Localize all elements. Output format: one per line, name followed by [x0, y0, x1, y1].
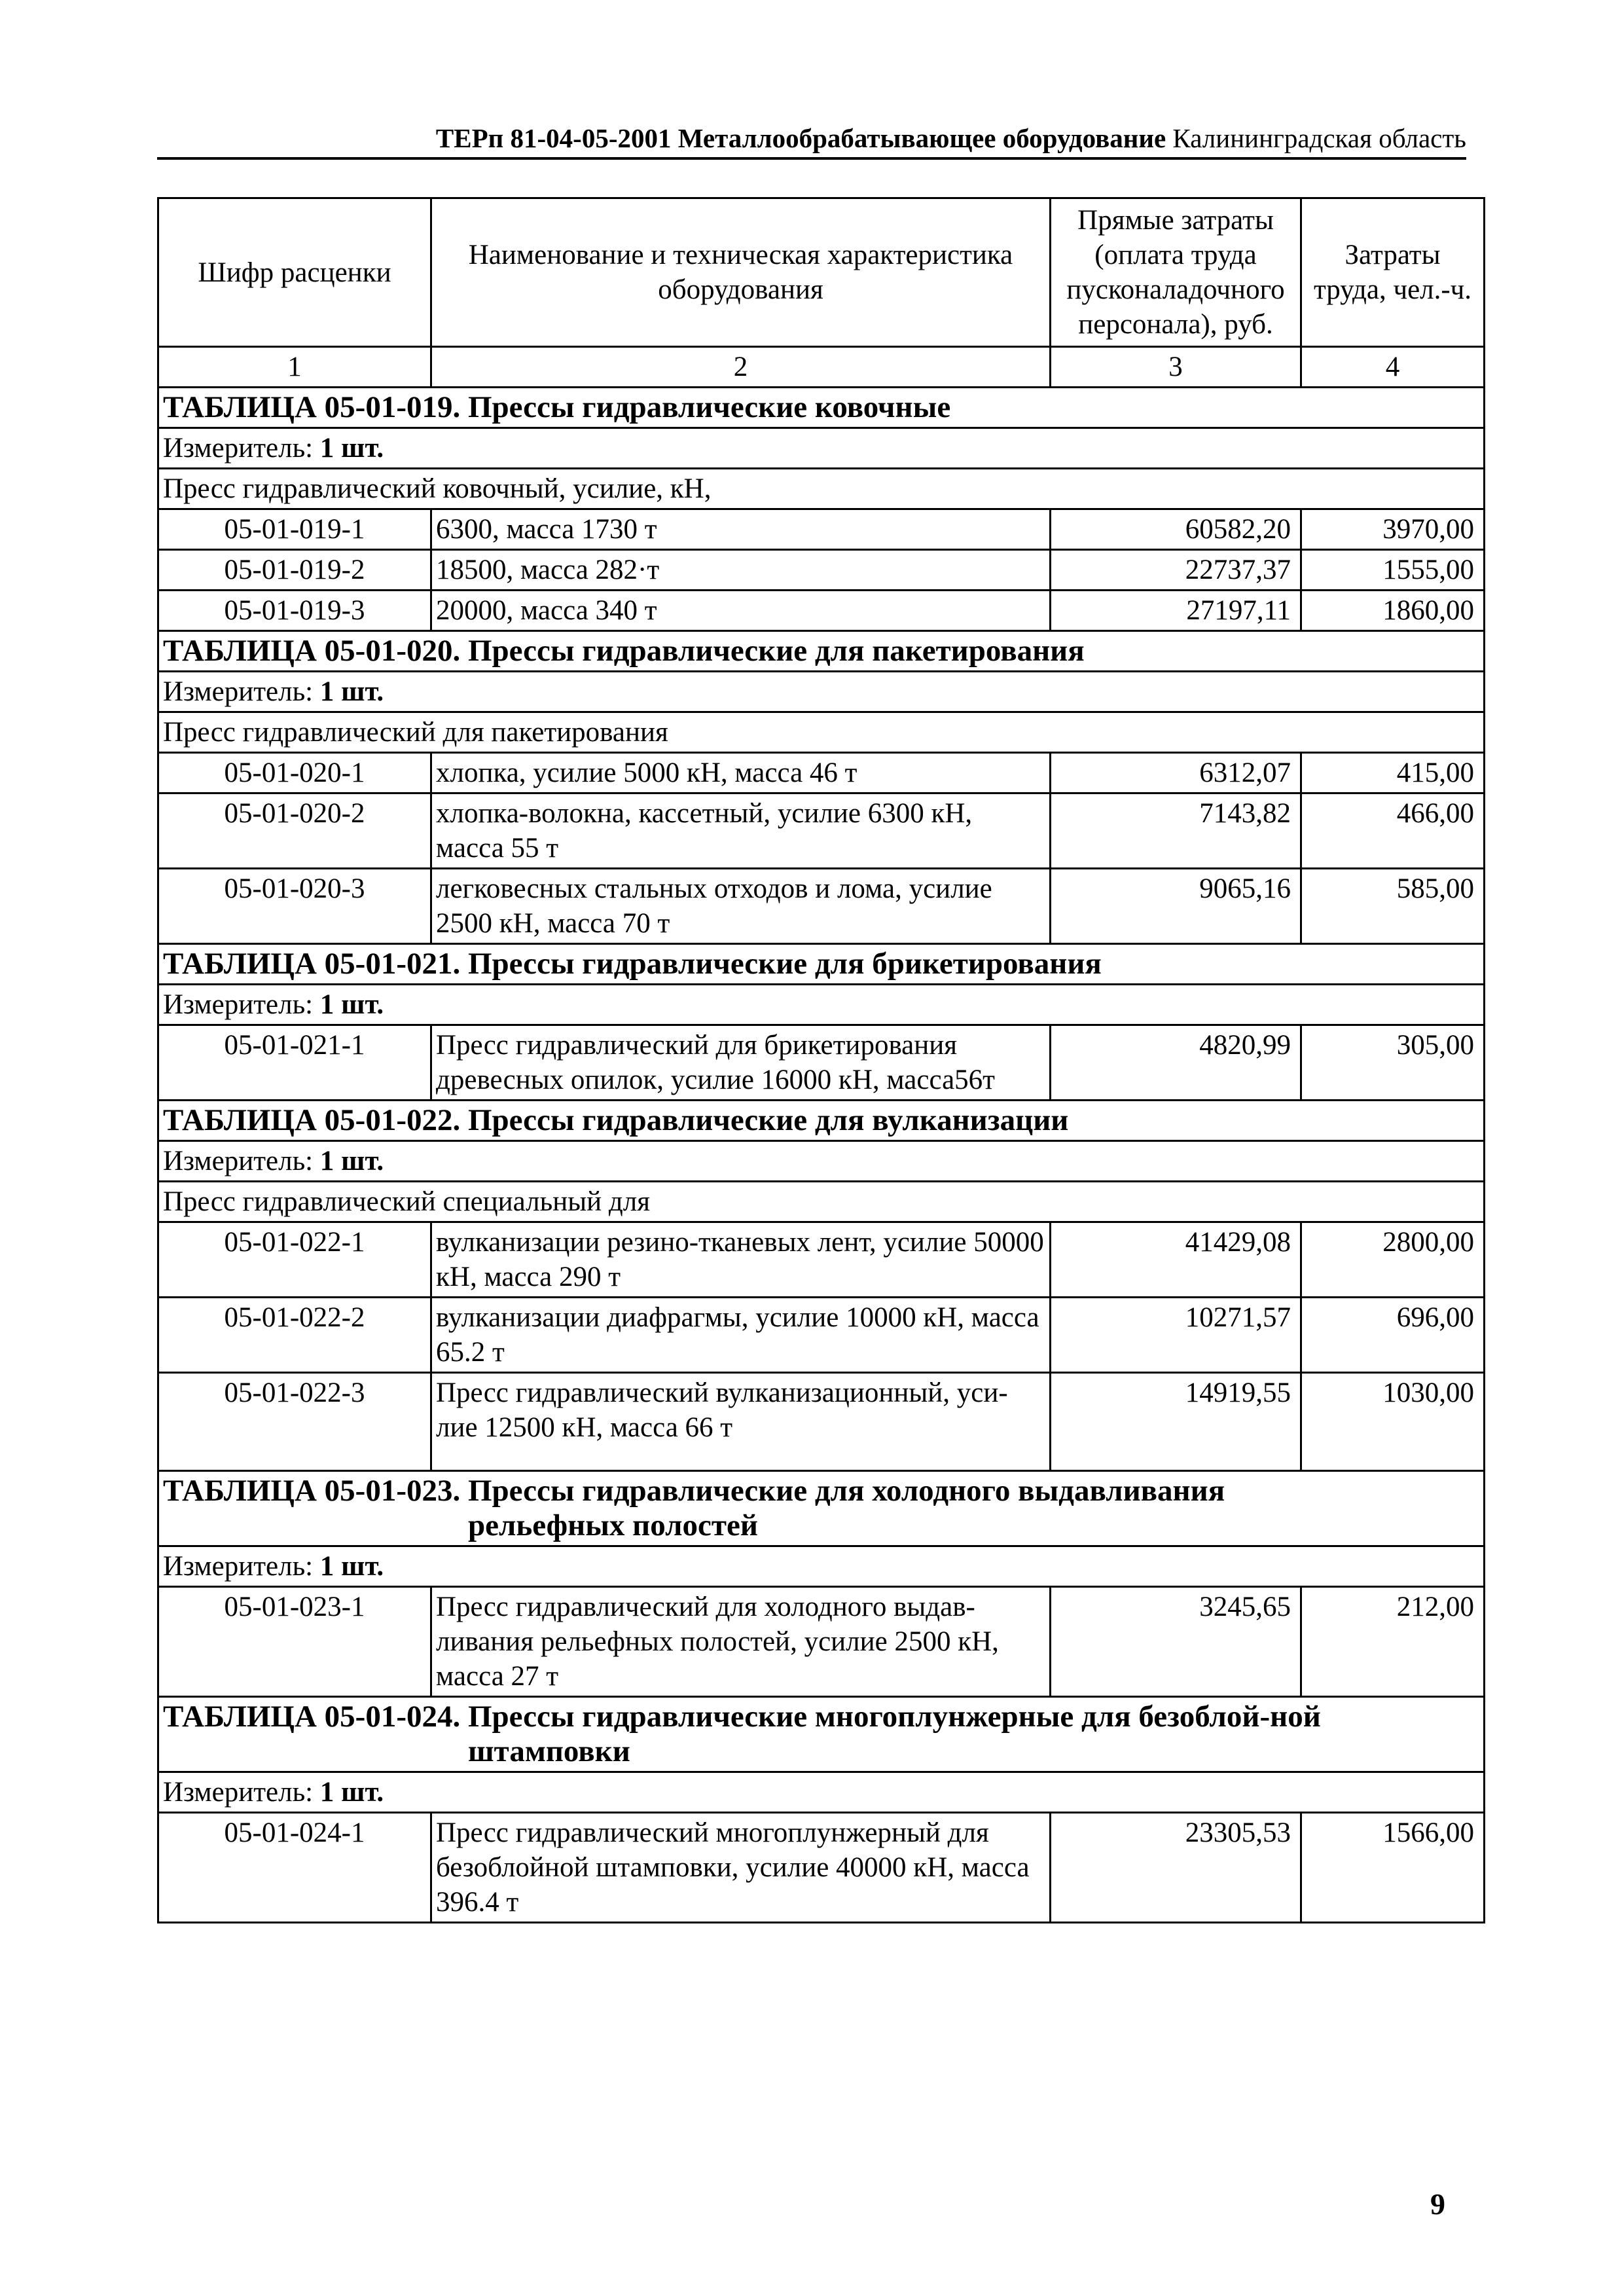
measure-value: 1 шт.: [319, 433, 384, 464]
table-body: [158, 388, 1485, 1923]
section-title-row: [158, 944, 1485, 985]
table-row: [158, 1813, 1485, 1923]
group-heading: Пресс гидравлический ковочный, усилие, кН,: [158, 469, 1485, 509]
column-number: 2: [431, 347, 1051, 388]
column-number: 3: [1051, 347, 1301, 388]
measure-value: 1 шт.: [319, 1146, 384, 1176]
section-title-row: [158, 388, 1485, 428]
labor-cost: 585,00: [1301, 869, 1485, 944]
labor-cost: 1030,00: [1301, 1373, 1485, 1471]
header-title: Металлообрабатывающее оборудование: [677, 123, 1166, 153]
equipment-name: легковесных стальных отходов и лома, усилие 2500 кН, масса 70 т: [431, 869, 1051, 944]
table-row: [158, 1373, 1485, 1471]
column-number-row: [158, 347, 1485, 388]
section-title: [158, 1101, 1485, 1141]
section-title: [158, 944, 1485, 985]
equipment-name: вулканизации диафрагмы, усилие 10000 кН, масса 65.2 т: [431, 1298, 1051, 1373]
measure-row: [158, 1546, 1485, 1587]
direct-cost: 4820,99: [1051, 1025, 1301, 1101]
equipment-name: Пресс гидравлический вулканизационный, уси-лие 12500 кН, масса 66 т: [431, 1373, 1051, 1471]
equipment-name: 20000, масса 340 т: [431, 591, 1051, 631]
measure-label: Измеритель:: [163, 1551, 314, 1582]
measure-cell: [158, 1772, 1485, 1813]
measure-value: 1 шт.: [319, 1777, 384, 1808]
rate-code: 05-01-021-1: [158, 1025, 431, 1101]
labor-cost: 1860,00: [1301, 591, 1485, 631]
section-name: Прессы гидравлические для пакетирования: [467, 634, 1085, 668]
table-row: [158, 550, 1485, 591]
col-header-name: Наименование и техническая характеристика оборудования: [431, 198, 1051, 347]
rate-code: 05-01-022-1: [158, 1222, 431, 1298]
section-name: Прессы гидравлические для брикетирования: [467, 947, 1102, 981]
rate-code: 05-01-023-1: [158, 1587, 431, 1697]
equipment-name: Пресс гидравлический многоплунжерный для безоблойной штамповки, усилие 40000 кН, масса 396.4 т: [431, 1813, 1051, 1923]
rate-code: 05-01-024-1: [158, 1813, 431, 1923]
measure-label: Измеритель:: [163, 989, 314, 1020]
labor-cost: 212,00: [1301, 1587, 1485, 1697]
measure-value: 1 шт.: [319, 989, 384, 1020]
section-title-row: [158, 1101, 1485, 1141]
col-header-cost: Прямые затраты (оплата труда пусконаладочного персонала), руб.: [1051, 198, 1301, 347]
group-heading-row: [158, 712, 1485, 753]
section-number: ТАБЛИЦА 05-01-024.: [163, 1700, 461, 1734]
table-row: [158, 1587, 1485, 1697]
direct-cost: 10271,57: [1051, 1298, 1301, 1373]
labor-cost: 3970,00: [1301, 509, 1485, 550]
section-title-row: [158, 1471, 1485, 1546]
header-region: Калининградская область: [1172, 123, 1466, 153]
measure-cell: [158, 1546, 1485, 1587]
section-title: [158, 388, 1485, 428]
col-header-labor: Затраты труда, чел.-ч.: [1301, 198, 1485, 347]
table-row: [158, 509, 1485, 550]
section-title: [158, 631, 1485, 672]
equipment-name: Пресс гидравлический для холодного выдав-ливания рельефных полостей, усилие 2500 кН, масса 27 т: [431, 1587, 1051, 1697]
direct-cost: 41429,08: [1051, 1222, 1301, 1298]
section-title-row: [158, 631, 1485, 672]
running-header: [157, 122, 1466, 160]
table-row: [158, 1025, 1485, 1101]
rate-code: 05-01-019-2: [158, 550, 431, 591]
group-heading-row: [158, 469, 1485, 509]
measure-row: [158, 1141, 1485, 1182]
direct-cost: 22737,37: [1051, 550, 1301, 591]
direct-cost: 6312,07: [1051, 753, 1301, 793]
labor-cost: 305,00: [1301, 1025, 1485, 1101]
measure-label: Измеритель:: [163, 1146, 314, 1176]
col-header-code: Шифр расценки: [158, 198, 431, 347]
table-row: [158, 793, 1485, 869]
group-heading: Пресс гидравлический для пакетирования: [158, 712, 1485, 753]
section-number: ТАБЛИЦА 05-01-019.: [163, 390, 461, 424]
page-number: 9: [1430, 2187, 1445, 2221]
table-header-row: [158, 198, 1485, 347]
rate-code: 05-01-020-3: [158, 869, 431, 944]
measure-cell: [158, 672, 1485, 712]
measure-cell: [158, 985, 1485, 1025]
equipment-name: Пресс гидравлический для брикетирования древесных опилок, усилие 16000 кН, масса56т: [431, 1025, 1051, 1101]
rate-code: 05-01-022-2: [158, 1298, 431, 1373]
section-number: ТАБЛИЦА 05-01-020.: [163, 634, 461, 668]
table-row: [158, 753, 1485, 793]
measure-row: [158, 1772, 1485, 1813]
table-row: [158, 591, 1485, 631]
measure-value: 1 шт.: [319, 1551, 384, 1582]
table-row: [158, 1298, 1485, 1373]
labor-cost: 466,00: [1301, 793, 1485, 869]
section-title-row: [158, 1697, 1485, 1772]
table-row: [158, 1222, 1485, 1298]
section-number: ТАБЛИЦА 05-01-022.: [163, 1103, 461, 1137]
direct-cost: 23305,53: [1051, 1813, 1301, 1923]
group-heading-row: [158, 1182, 1485, 1222]
section-name: Прессы гидравлические ковочные: [467, 390, 951, 424]
labor-cost: 415,00: [1301, 753, 1485, 793]
labor-cost: 2800,00: [1301, 1222, 1485, 1298]
direct-cost: 3245,65: [1051, 1587, 1301, 1697]
equipment-name: 6300, масса 1730 т: [431, 509, 1051, 550]
equipment-name: хлопка-волокна, кассетный, усилие 6300 кН, масса 55 т: [431, 793, 1051, 869]
measure-row: [158, 672, 1485, 712]
section-name: Прессы гидравлические для вулканизации: [467, 1103, 1069, 1137]
measure-row: [158, 428, 1485, 469]
measure-cell: [158, 1141, 1485, 1182]
direct-cost: 27197,11: [1051, 591, 1301, 631]
direct-cost: 60582,20: [1051, 509, 1301, 550]
rate-code: 05-01-019-3: [158, 591, 431, 631]
column-number: 1: [158, 347, 431, 388]
direct-cost: 9065,16: [1051, 869, 1301, 944]
section-title: [158, 1697, 1485, 1772]
equipment-name: вулканизации резино-тканевых лент, усилие 50000 кН, масса 290 т: [431, 1222, 1051, 1298]
rate-code: 05-01-022-3: [158, 1373, 431, 1471]
direct-cost: 14919,55: [1051, 1373, 1301, 1471]
column-number: 4: [1301, 347, 1485, 388]
rate-code: 05-01-020-2: [158, 793, 431, 869]
group-heading: Пресс гидравлический специальный для: [158, 1182, 1485, 1222]
section-number: ТАБЛИЦА 05-01-023.: [163, 1474, 461, 1508]
labor-cost: 1566,00: [1301, 1813, 1485, 1923]
measure-cell: [158, 428, 1485, 469]
section-name: Прессы гидравлические для холодного выдавливания рельефных полостей: [467, 1474, 1225, 1542]
rate-code: 05-01-020-1: [158, 753, 431, 793]
rates-table: [157, 197, 1485, 1923]
measure-label: Измеритель:: [163, 676, 314, 707]
header-code: ТЕРп 81-04-05-2001: [435, 123, 672, 153]
measure-value: 1 шт.: [319, 676, 384, 707]
section-number: ТАБЛИЦА 05-01-021.: [163, 947, 461, 981]
section-name: Прессы гидравлические многоплунжерные для безоблой-ной штамповки: [467, 1700, 1321, 1768]
table-row: [158, 869, 1485, 944]
labor-cost: 1555,00: [1301, 550, 1485, 591]
equipment-name: хлопка, усилие 5000 кН, масса 46 т: [431, 753, 1051, 793]
section-title: [158, 1471, 1485, 1546]
equipment-name: 18500, масса 282·т: [431, 550, 1051, 591]
measure-label: Измеритель:: [163, 1777, 314, 1808]
measure-label: Измеритель:: [163, 433, 314, 464]
measure-row: [158, 985, 1485, 1025]
rate-code: 05-01-019-1: [158, 509, 431, 550]
direct-cost: 7143,82: [1051, 793, 1301, 869]
labor-cost: 696,00: [1301, 1298, 1485, 1373]
